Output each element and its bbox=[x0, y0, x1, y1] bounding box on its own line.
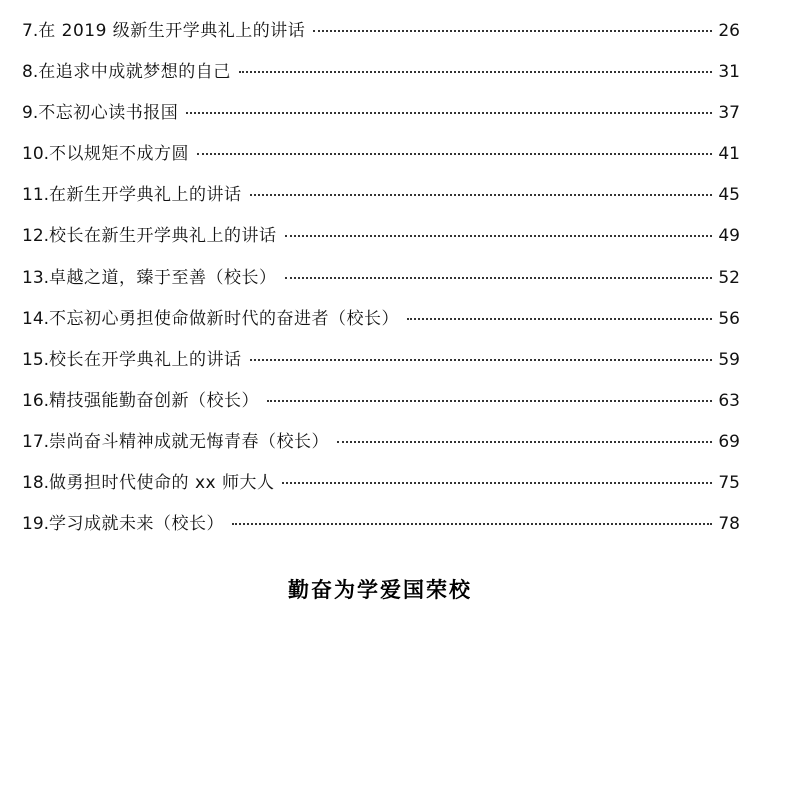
toc-entry[interactable] bbox=[22, 52, 740, 93]
toc-entry-page: 56 bbox=[718, 308, 740, 329]
toc-entry-page: 78 bbox=[718, 514, 740, 535]
toc-entry[interactable] bbox=[22, 216, 740, 257]
table-of-contents bbox=[22, 11, 740, 545]
toc-entry[interactable] bbox=[22, 93, 740, 134]
toc-entry-page: 31 bbox=[718, 62, 740, 83]
toc-entry-title: 不以规矩不成方圆 bbox=[49, 144, 190, 165]
toc-entry-page: 37 bbox=[718, 103, 740, 124]
toc-dot-leader bbox=[250, 194, 712, 196]
toc-entry[interactable] bbox=[22, 299, 740, 340]
toc-entry[interactable] bbox=[22, 463, 740, 504]
toc-entry-page: 75 bbox=[718, 473, 740, 494]
toc-dot-leader bbox=[282, 482, 712, 484]
toc-entry-number: 9. bbox=[22, 103, 39, 124]
toc-entry-number: 10. bbox=[22, 144, 50, 165]
toc-dot-leader bbox=[239, 71, 712, 73]
toc-entry[interactable] bbox=[22, 381, 740, 422]
toc-entry[interactable] bbox=[22, 504, 740, 545]
toc-entry-title: 在 2019 级新生开学典礼上的讲话 bbox=[38, 21, 306, 41]
toc-entry-title: 在追求中成就梦想的自己 bbox=[38, 62, 231, 83]
toc-entry-number: 17. bbox=[22, 431, 50, 452]
toc-dot-leader bbox=[267, 400, 712, 402]
toc-entry-number: 8. bbox=[22, 62, 39, 83]
toc-entry-title: 崇尚奋斗精神成就无悔青春（校长） bbox=[49, 431, 330, 452]
toc-entry-number: 7. bbox=[22, 21, 39, 41]
toc-entry[interactable] bbox=[22, 11, 740, 52]
toc-entry[interactable] bbox=[22, 340, 740, 381]
toc-entry-page: 45 bbox=[718, 185, 740, 206]
toc-entry-number: 13. bbox=[22, 267, 50, 288]
toc-entry-title: 不忘初心勇担使命做新时代的奋进者（校长） bbox=[49, 308, 400, 329]
toc-entry-number: 11. bbox=[22, 185, 50, 206]
toc-entry-page: 59 bbox=[718, 349, 740, 370]
toc-dot-leader bbox=[337, 441, 712, 443]
toc-entry-title: 精技强能勤奋创新（校长） bbox=[49, 390, 260, 411]
toc-entry-page: 26 bbox=[718, 21, 740, 41]
toc-entry-title: 在新生开学典礼上的讲话 bbox=[49, 185, 242, 206]
toc-entry-title: 校长在开学典礼上的讲话 bbox=[49, 349, 242, 370]
toc-entry-number: 18. bbox=[22, 473, 50, 494]
toc-entry-page: 41 bbox=[718, 144, 740, 165]
toc-dot-leader bbox=[407, 318, 712, 320]
toc-dot-leader bbox=[232, 523, 712, 525]
toc-entry[interactable] bbox=[22, 175, 740, 216]
toc-entry-number: 12. bbox=[22, 226, 50, 247]
toc-entry[interactable] bbox=[22, 422, 740, 463]
toc-dot-leader bbox=[285, 235, 712, 237]
toc-entry-page: 52 bbox=[718, 267, 740, 288]
toc-entry-title: 不忘初心读书报国 bbox=[38, 103, 179, 124]
toc-entry-number: 16. bbox=[22, 390, 50, 411]
toc-entry-title: 卓越之道，臻于至善（校长） bbox=[49, 267, 277, 288]
toc-entry-title: 校长在新生开学典礼上的讲话 bbox=[49, 226, 277, 247]
toc-dot-leader bbox=[313, 30, 712, 32]
toc-entry[interactable] bbox=[22, 258, 740, 299]
toc-entry-page: 49 bbox=[718, 226, 740, 247]
toc-entry-number: 14. bbox=[22, 308, 50, 329]
toc-dot-leader bbox=[285, 277, 712, 279]
toc-entry[interactable] bbox=[22, 134, 740, 175]
toc-entry-page: 69 bbox=[718, 431, 740, 452]
toc-dot-leader bbox=[186, 112, 712, 114]
toc-entry-number: 15. bbox=[22, 349, 50, 370]
toc-entry-number: 19. bbox=[22, 514, 50, 535]
toc-dot-leader bbox=[197, 153, 712, 155]
toc-entry-title: 学习成就未来（校长） bbox=[49, 514, 225, 535]
toc-dot-leader bbox=[250, 359, 712, 361]
toc-entry-title: 做勇担时代使命的 xx 师大人 bbox=[49, 473, 275, 494]
motto-heading: 勤奋为学爱国荣校 bbox=[288, 577, 472, 602]
toc-entry-page: 63 bbox=[718, 390, 740, 411]
